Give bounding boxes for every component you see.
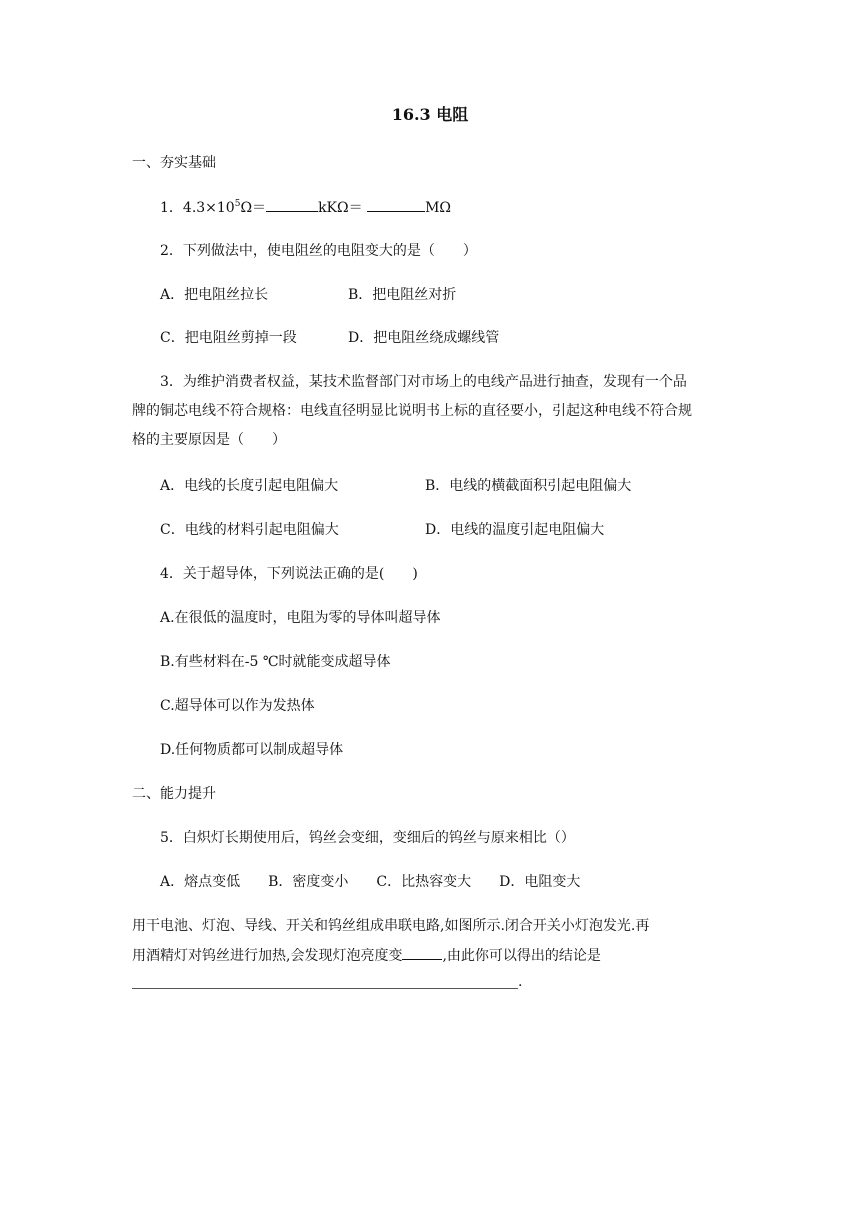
q4-option-c: C.超导体可以作为发热体 [160,698,315,714]
q3-option-a: A．电线的长度引起电阻偏大 [160,478,339,494]
q3-option-b: B．电线的横截面积引起电阻偏大 [425,478,632,494]
q3-option-d: D．电线的温度引起电阻偏大 [425,522,605,538]
q4-option-a: A.在很低的温度时，电阻为零的导体叫超导体 [160,610,441,626]
q2-option-b: B．把电阻丝对折 [348,287,457,303]
q1-prefix: 1．4.3×10 [160,200,235,216]
question-3-line-2: 牌的铜芯电线不符合规格：电线直径明显比说明书上标的直径要小，引起这种电线不符合规 [132,403,692,419]
q4-option-b: B.有些材料在-5 ℃时就能变成超导体 [160,654,391,670]
q6-answer-line[interactable] [132,988,518,989]
q2-option-d: D．把电阻丝绕成螺线管 [348,330,500,346]
page-title: 16.3 电阻 [391,105,469,124]
q1-exponent: 5 [234,199,241,209]
q3-option-c: C．电线的材料引起电阻偏大 [160,522,339,538]
q4-option-d: D.任何物质都可以制成超导体 [160,742,344,758]
q2-option-a: A．把电阻丝拉长 [160,287,269,303]
question-5-stem: 5．白炽灯长期使用后，钨丝会变细，变细后的钨丝与原来相比（） [160,830,575,846]
q6-blank-brightness[interactable] [402,945,442,960]
q1-blank-1[interactable] [266,197,318,212]
q2-option-c: C．把电阻丝剪掉一段 [160,330,297,346]
section-heading-basics: 一、夯实基础 [132,155,216,171]
q6-text-after-blank: ,由此你可以得出的结论是 [442,948,601,964]
section-heading-advanced: 二、能力提升 [132,786,216,802]
question-3-line-1: 3．为维护消费者权益，某技术监督部门对市场上的电线产品进行抽查，发现有一个品 [160,374,687,390]
question-1 [160,197,451,218]
q6-period: . [518,974,523,990]
question-4-stem: 4．关于超导体，下列说法正确的是( ) [160,566,418,582]
q5-options: A．熔点变低 B．密度变小 C．比热容变大 D．电阻变大 [160,874,581,890]
q1-unit-1: kKΩ＝ [318,200,363,216]
question-2-stem: 2．下列做法中，使电阻丝的电阻变大的是（ ） [160,243,477,259]
q1-ohm: Ω＝ [240,200,267,216]
question-3-line-3: 格的主要原因是（ ） [132,432,286,448]
question-6-line-1: 用干电池、灯泡、导线、开关和钨丝组成串联电路,如图所示.闭合开关小灯泡发光.再 [132,918,650,934]
q1-unit-2: MΩ [425,200,452,216]
q6-text-before-blank: 用酒精灯对钨丝进行加热,会发现灯泡亮度变 [132,948,403,964]
question-6-line-2 [132,945,601,966]
q1-blank-2[interactable] [367,197,425,212]
